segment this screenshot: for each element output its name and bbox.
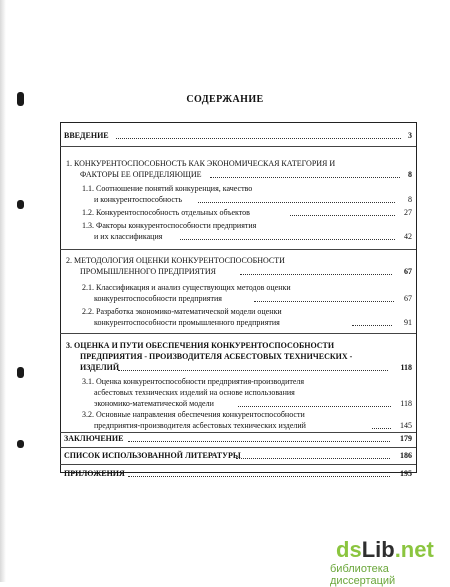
leader-dots (352, 325, 392, 326)
leader-dots (198, 202, 395, 203)
divider (60, 432, 416, 433)
toc-s22-page: 91 (404, 318, 412, 327)
toc-ch1-line1: 1. КОНКУРЕНТОСПОСОБНОСТЬ КАК ЭКОНОМИЧЕСКАЯ КАТЕГОРИЯ И (66, 159, 336, 168)
toc-conclusion-page: 179 (400, 434, 412, 443)
toc-s22-line1: 2.2. Разработка экономико-математической модели оценки (82, 307, 282, 316)
leader-dots (180, 239, 395, 240)
toc-s13-line1: 1.3. Факторы конкурентоспособности предприятия (82, 221, 257, 230)
toc-appendix-label: ПРИЛОЖЕНИЯ (64, 469, 125, 478)
leader-dots (238, 406, 391, 407)
toc-s31-page: 118 (400, 399, 412, 408)
dslib-logo: dsLib.net (336, 537, 434, 562)
divider (60, 146, 416, 147)
leader-dots (118, 370, 388, 371)
toc-s21-line1: 2.1. Классификация и анализ существующих методов оценки (82, 283, 291, 292)
toc-ch2-line2: ПРОМЫШЛЕННОГО ПРЕДПРИЯТИЯ (80, 267, 217, 276)
toc-s13-page: 42 (404, 232, 412, 241)
leader-dots (254, 301, 394, 302)
toc-ch3-line3: ИЗДЕЛИЙ (80, 363, 120, 372)
toc-s32-line1: 3.2. Основные направления обеспечения конкурентоспособности (82, 410, 305, 419)
toc-ch2-line1: 2. МЕТОДОЛОГИЯ ОЦЕНКИ КОНКУРЕНТОСПОСОБНОСТИ (66, 256, 285, 265)
toc-appendix-page: 195 (400, 469, 412, 478)
toc-conclusion-label: ЗАКЛЮЧЕНИЕ (64, 434, 124, 443)
toc-s22-line2: конкурентоспособности промышленного предприятия (94, 318, 280, 327)
scan-mark (17, 367, 24, 378)
toc-s21-page: 67 (404, 294, 412, 303)
page-title: СОДЕРЖАНИЕ (186, 94, 264, 105)
toc-s11-page: 8 (408, 195, 412, 204)
toc-literature-page: 186 (400, 451, 412, 460)
toc-ch1-page: 8 (408, 170, 412, 179)
scan-mark (17, 440, 24, 448)
toc-literature-label: СПИСОК ИСПОЛЬЗОВАННОЙ ЛИТЕРАТУРЫ (64, 451, 241, 460)
toc-s21-line2: конкурентоспособности предприятия (94, 294, 222, 303)
divider (60, 447, 416, 448)
leader-dots (116, 138, 401, 139)
leader-dots (128, 441, 390, 442)
dslib-subtitle: библиотека диссертаций (330, 563, 396, 587)
toc-s12-line1: 1.2. Конкурентоспособность отдельных объектов (82, 208, 250, 217)
toc-s31-line3: экономико-математической модели (94, 399, 214, 408)
divider (60, 249, 416, 250)
leader-dots (128, 476, 390, 477)
toc-s11-line2: и конкурентоспособность (94, 195, 183, 204)
toc-s11-line1: 1.1. Соотношение понятий конкуренция, качество (82, 184, 253, 193)
leader-dots (240, 274, 392, 275)
toc-s32-page: 145 (400, 421, 412, 430)
scan-mark (17, 200, 24, 209)
toc-s31-line1: 3.1. Оценка конкурентоспособности предприятия-производителя (82, 377, 305, 386)
leader-dots (290, 215, 395, 216)
toc-s31-line2: асбестовых технических изделий на основе использования (94, 388, 295, 397)
leader-dots (372, 428, 391, 429)
toc-s12-page: 27 (404, 208, 412, 217)
leader-dots (210, 177, 400, 178)
toc-ch3-line1: 3. ОЦЕНКА И ПУТИ ОБЕСПЕЧЕНИЯ КОНКУРЕНТОСПОСОБНОСТИ (66, 341, 335, 350)
leader-dots (236, 458, 390, 459)
toc-ch1-line2: ФАКТОРЫ ЕЕ ОПРЕДЕЛЯЮЩИЕ (80, 170, 202, 179)
toc-s32-line2: предприятия-производителя асбестовых технических изделий (94, 421, 306, 430)
toc-intro-page: 3 (408, 131, 412, 140)
scan-edge (0, 0, 6, 582)
toc-intro-label: ВВЕДЕНИЕ (64, 131, 109, 140)
toc-s13-line2: и их классификация (94, 232, 163, 241)
toc-ch3-line2: ПРЕДПРИЯТИЯ - ПРОИЗВОДИТЕЛЯ АСБЕСТОВЫХ ТЕХНИЧЕСКИХ - (80, 352, 353, 361)
toc-ch2-page: 67 (404, 267, 412, 276)
divider (60, 464, 416, 465)
toc-ch3-page: 118 (400, 363, 412, 372)
divider (60, 333, 416, 334)
